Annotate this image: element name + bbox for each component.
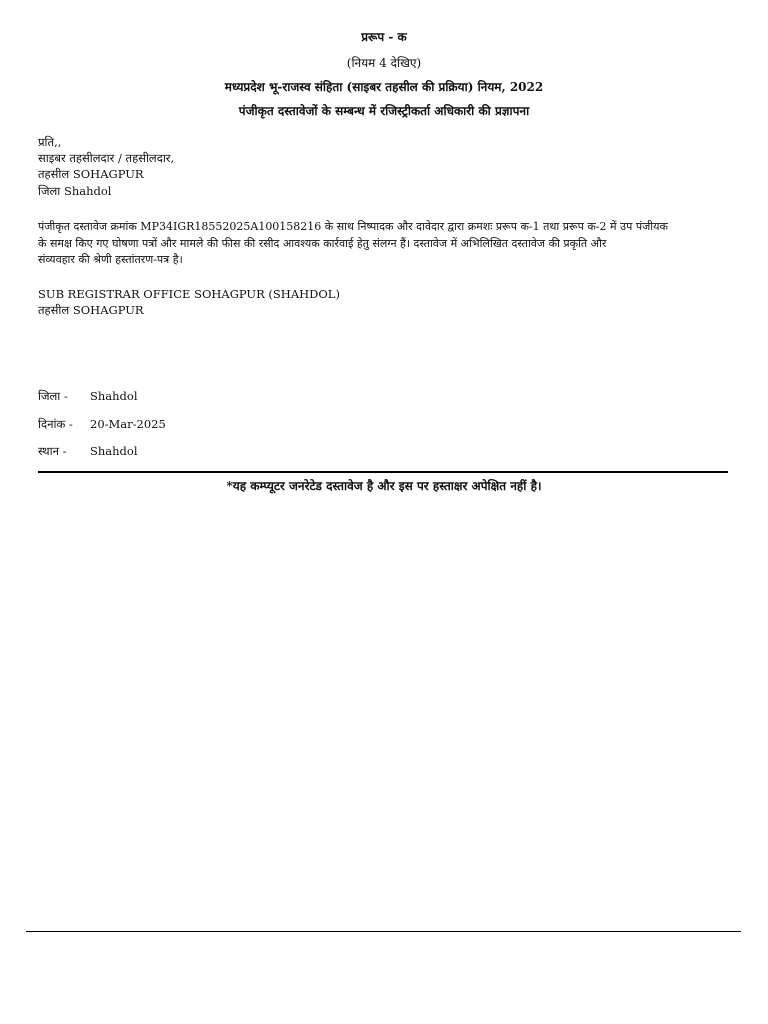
body-line-3: संव्यवहार की श्रेणी हस्तांतरण-पत्र है। xyxy=(38,253,183,266)
body-line-1: पंजीकृत दस्तावेज क्रमांक MP34IGR18552025A100158216 के साथ निष्पादक और दावेदार द्वारा क्रमशः प्ररूप क-1 तथा प्ररूप क-2 में उप पंजीयक xyxy=(38,220,668,233)
separator-line xyxy=(38,471,728,473)
rule-reference: (नियम 4 देखिए) xyxy=(346,56,422,70)
office-name: SUB REGISTRAR OFFICE SOHAGPUR (SHAHDOL) xyxy=(38,287,340,301)
act-title: मध्यप्रदेश भू-राजस्व संहिता (साइबर तहसील की प्रक्रिया) नियम, 2022 xyxy=(224,80,544,94)
form-title: प्ररूप - क xyxy=(361,30,407,44)
body-line-2: के समक्ष किए गए घोषणा पत्रों और मामले की फीस की रसीद आवश्यक कार्रवाई हेतु संलग्न हैं। दस्तावेज में अभिलिखित दस्तावेज की प्रकृति और xyxy=(38,237,607,250)
date-label: दिनांक - xyxy=(38,417,73,431)
office-tehsil: तहसील SOHAGPUR xyxy=(38,303,144,317)
district-value: Shahdol xyxy=(90,389,138,403)
footer-note: *यह कम्प्यूटर जनरेटेड दस्तावेज है और इस पर हस्ताक्षर अपेक्षित नहीं है। xyxy=(226,479,542,493)
bottom-rule xyxy=(26,931,741,932)
place-value: Shahdol xyxy=(90,444,138,458)
place-label: स्थान - xyxy=(38,444,67,458)
district-label: जिला - xyxy=(38,389,68,403)
address-officer: साइबर तहसीलदार / तहसीलदार, xyxy=(38,151,175,165)
date-value: 20-Mar-2025 xyxy=(90,417,166,431)
address-district: जिला Shahdol xyxy=(38,184,112,198)
address-to: प्रति,, xyxy=(38,135,62,149)
notice-title: पंजीकृत दस्तावेजों के सम्बन्ध में रजिस्ट्रीकर्ता अधिकारी की प्रज्ञापना xyxy=(238,104,530,118)
address-tehsil: तहसील SOHAGPUR xyxy=(38,167,144,181)
